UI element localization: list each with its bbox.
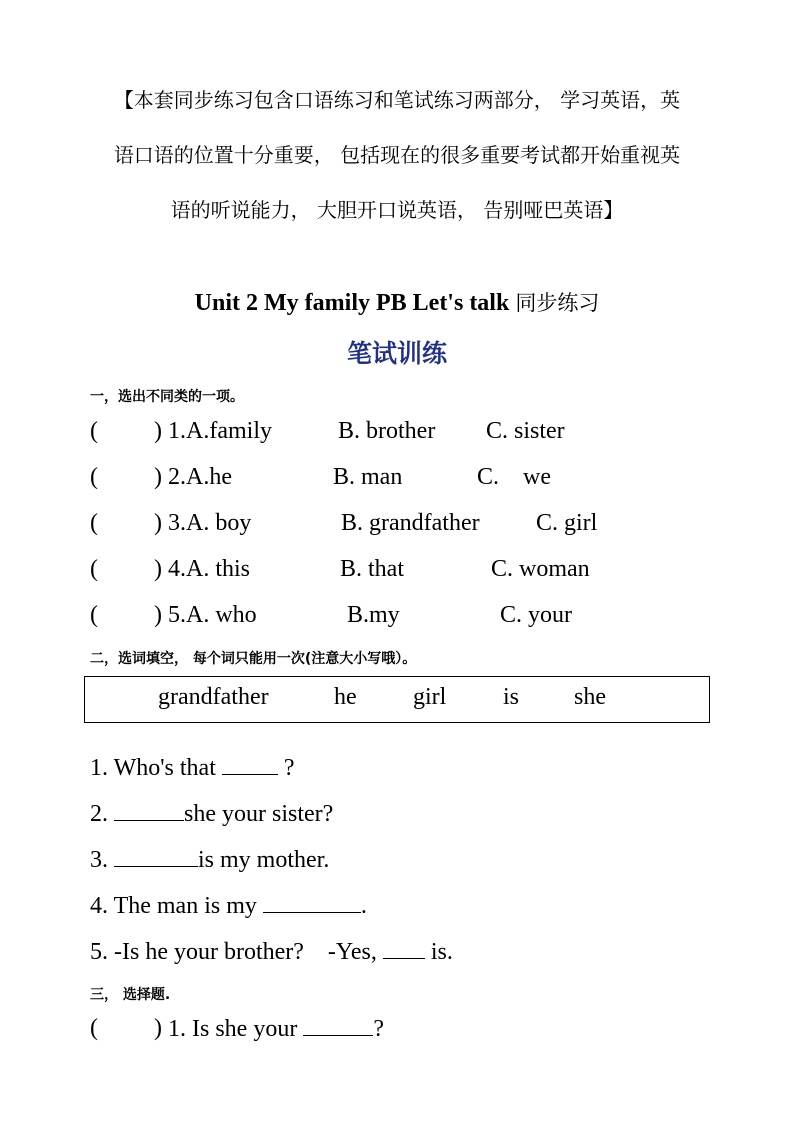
answer-paren-close: ) (154, 602, 162, 628)
question-number: 2. (168, 464, 186, 490)
answer-paren-close: ) (154, 556, 162, 582)
fill-in-item (90, 800, 333, 828)
item-text-before: 1. Who's that (90, 755, 222, 781)
intro-line-1: 【本套同步练习包含口语练习和笔试练习两部分， 学习英语，英 (113, 88, 681, 112)
title-chinese: 同步练习 (515, 291, 600, 315)
answer-paren-close: ) (154, 510, 162, 536)
option-b: B. grandfather (341, 510, 480, 536)
word-bank-word: girl (413, 684, 447, 710)
item-text-before: 4. The man is my (90, 893, 263, 919)
answer-paren-open: ( (90, 464, 98, 490)
section-1-heading: 一，选出不同类的一项。 (90, 389, 244, 405)
item-text-before: 2. (90, 801, 114, 827)
item-text-after: she your sister? (184, 801, 334, 827)
option-c: C. girl (536, 510, 598, 536)
title-english: Unit 2 My family PB Let's talk (194, 290, 510, 316)
option-c: C. your (500, 602, 572, 628)
choice-question-text (168, 1015, 384, 1043)
option-b: B.my (347, 602, 400, 628)
option-a: A. boy (186, 510, 252, 536)
word-bank-word: she (574, 684, 606, 710)
question-number: 3. (168, 510, 186, 536)
fill-in-item (90, 938, 453, 966)
intro-line-3: 语的听说能力， 大胆开口说英语， 告别哑巴英语】 (170, 198, 624, 222)
answer-paren-close: ) (154, 418, 162, 444)
option-b: B. brother (338, 418, 436, 444)
answer-blank[interactable] (222, 754, 278, 775)
item-text-after: ? (277, 755, 295, 781)
option-c: C. we (477, 464, 551, 490)
intro-line-2: 语口语的位置十分重要， 包括现在的很多重要考试都开始重视英 (113, 143, 681, 167)
word-bank-word: grandfather (158, 684, 269, 710)
page-title (0, 287, 794, 317)
option-b: B. man (333, 464, 403, 490)
word-bank (84, 676, 710, 723)
word-bank-word: is (503, 684, 520, 710)
item-text-before: 1. Is she your (168, 1016, 304, 1042)
section-2-heading: 二，选词填空， 每个词只能用一次(注意大小写哦）。 (90, 651, 417, 667)
option-a: A.family (186, 418, 272, 444)
question-number: 1. (168, 418, 186, 444)
section-3-heading: 三， 选择题. (90, 987, 171, 1003)
option-c: C. woman (491, 556, 590, 582)
item-text-after: is my mother. (198, 847, 330, 873)
answer-blank[interactable] (383, 938, 425, 959)
page-subtitle: 笔试训练 (346, 339, 447, 368)
answer-paren-open: ( (90, 602, 98, 628)
item-text-after: . (360, 893, 367, 919)
answer-paren-close: ) (154, 464, 162, 490)
fill-in-item (90, 754, 295, 782)
item-text-before: 5. -Is he your brother? -Yes, (90, 939, 383, 965)
option-c: C. sister (486, 418, 565, 444)
option-a: A. who (186, 602, 257, 628)
word-bank-word: he (334, 684, 357, 710)
fill-in-item (90, 892, 367, 920)
answer-paren-open: ( (90, 1015, 98, 1041)
item-text-after: ? (373, 1016, 384, 1042)
option-a: A.he (186, 464, 232, 490)
answer-blank[interactable] (263, 892, 361, 913)
answer-paren-open: ( (90, 418, 98, 444)
answer-paren-close: ) (154, 1015, 162, 1041)
item-text-before: 3. (90, 847, 114, 873)
item-text-after: is. (424, 939, 453, 965)
answer-paren-open: ( (90, 556, 98, 582)
answer-blank[interactable] (303, 1015, 373, 1036)
fill-in-item (90, 846, 329, 874)
question-number: 4. (168, 556, 186, 582)
answer-blank[interactable] (114, 800, 184, 821)
option-b: B. that (340, 556, 404, 582)
answer-paren-open: ( (90, 510, 98, 536)
question-number: 5. (168, 602, 186, 628)
answer-blank[interactable] (114, 846, 198, 867)
option-a: A. this (186, 556, 251, 582)
